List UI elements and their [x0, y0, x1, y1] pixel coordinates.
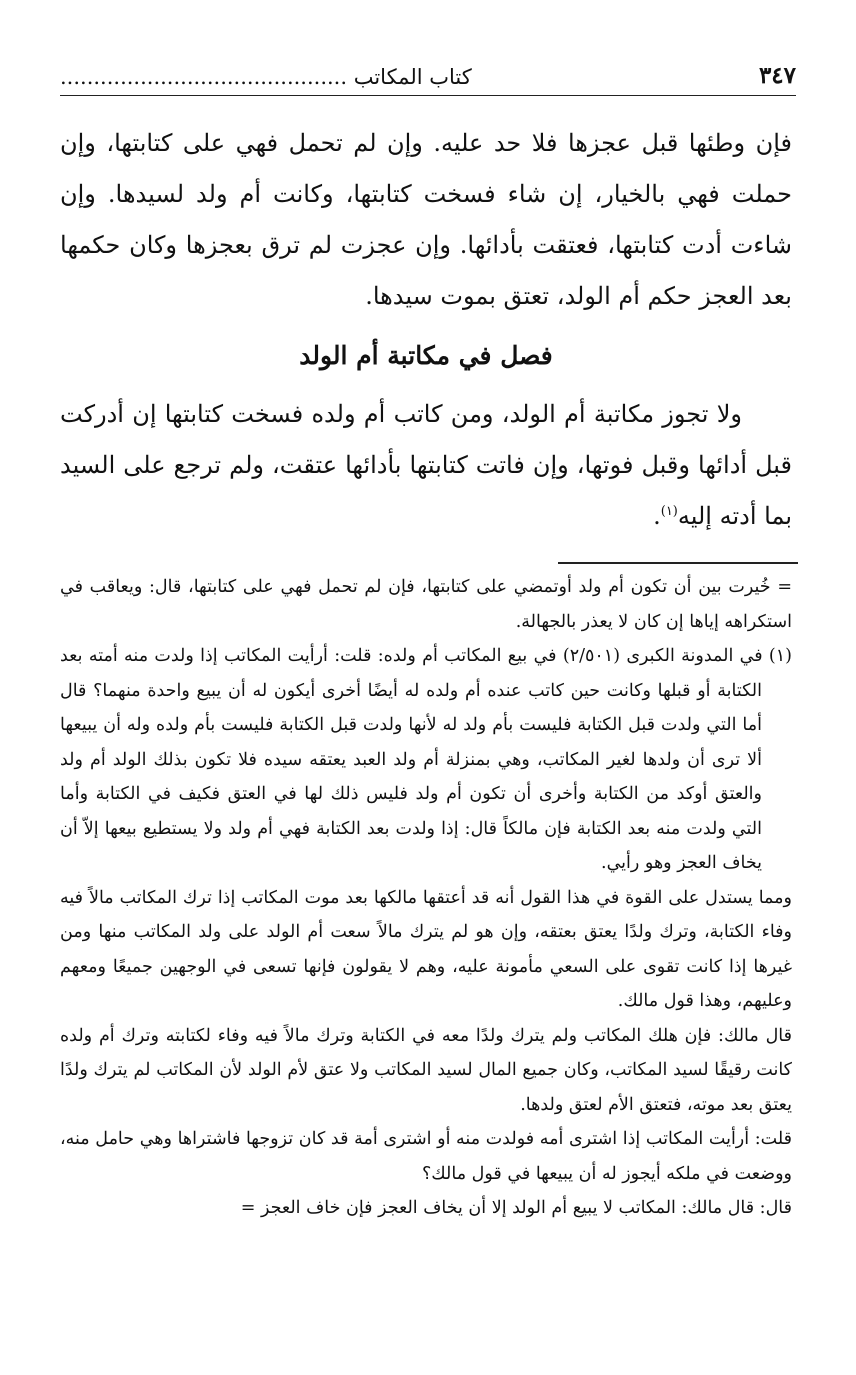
- paragraph: [60, 389, 792, 542]
- paragraph-text: ولا تجوز مكاتبة أم الولد، ومن كاتب أم ولده فسخت كتابتها إن أدركت قبل أدائها وقبل فوتها، وإن فاتت كتابتها بأدائها عتقت، ولم ترجع على السيد بما أدته إليه: [60, 400, 792, 530]
- main-text: [60, 118, 792, 542]
- footnote-divider: [558, 562, 798, 564]
- footnote-paragraph: قلت: أرأيت المكاتب إذا اشترى أمه فولدت منه أو اشترى أمة قد كان تزوجها فاشتراها وهي حامل منه، ووضعت في ملكه أيجوز له أن يبيعها في قول مالك؟: [60, 1129, 792, 1184]
- footnote-paragraph: قال مالك: فإن هلك المكاتب ولم يترك ولدًا معه في الكتابة وترك مالاً فيه وفاء لكتابته وترك أم ولده كانت رقيقًا لسيد المكاتب، وكان جميع المال لسيد المكاتب ولا عتق لأم الولد لأن المكاتب لم يترك ولدًا يعتق بعد موته، فتعتق الأم لعتق ولدها.: [60, 1025, 792, 1115]
- footnotes: [60, 570, 792, 1226]
- paragraph: فإن وطئها قبل عجزها فلا حد عليه. وإن لم تحمل فهي على كتابتها، وإن حملت فهي بالخيار، إن شاء فسخت كتابتها، وكانت أم ولد لسيدها. وإن شاءت أدت كتابتها، فعتقت بأدائها. وإن عجزت لم ترق بعجزها وكان حكمها بعد العجز حكم أم الولد، تعتق بموت سيدها.: [60, 129, 792, 310]
- running-header: [60, 60, 796, 96]
- footnote-1: (١) في المدونة الكبرى (٢/٥٠١) في بيع المكاتب أم ولده: قلت: أرأيت المكاتب إذا ولدت منه أمته بعد الكتابة أو قبلها وكانت حين كاتب عنده أم ولده له أيضًا أخرى أيكون له أن يبيع واحدة منهما؟ قال أما التي ولدت قبل الكتابة فليست بأم ولد له لأنها ولدت قبل الكتابة فليست بأم ولده وله أن يبيعها ألا ترى أن ولدها لغير المكاتب، وهي بمنزلة أم ولد العبد يعتقه سيده فلا تكون بذلك الولد أم ولد والعتق أوكد من الكتابة وأخرى أن تكون أم ولد فليس ذلك لها في العتق فكيف في الكتابة وأما التي ولدت منه بعد الكتابة فإن مالكاً قال: إذا ولدت بعد الكتابة فهي أم ولد ولا يستطيع بيعها إلاّ أن يخاف العجز وهو رأيي.: [60, 646, 792, 873]
- footnote-ref: (١): [660, 504, 678, 519]
- section-heading: فصل في مكاتبة أم الولد: [299, 341, 553, 370]
- footnote-paragraph: ومما يستدل على القوة في هذا القول أنه قد أعتقها مالكها بعد موت المكاتب إذا ترك المكاتب مالاً فيه وفاء الكتابة، وترك ولدًا يعتق بعتقه، وإن هو لم يترك مالاً سعت أم الولد على ولد المكاتب منها ومن غيرها إذا كانت تقوى على السعي مأمونة عليه، وهم لا يقولون فإنها تسعى في الوجهين جميعًا ومعهم وعليهم، وهذا قول مالك.: [60, 887, 792, 1011]
- running-title: كتاب المكاتب ...........................................: [60, 65, 472, 89]
- paragraph-end: .: [653, 502, 661, 530]
- footnote-continuation: = خُيرت بين أن تكون أم ولد أوتمضي على كتابتها، فإن لم تحمل فهي على كتابتها، قال: ويعاقب في استكراهه إياها إن كان لا يعذر بالجهالة.: [60, 577, 792, 632]
- page-number: ٣٤٧: [758, 62, 796, 89]
- footnote-paragraph: قال: قال مالك: المكاتب لا يبيع أم الولد إلا أن يخاف العجز فإن خاف العجز =: [240, 1198, 792, 1218]
